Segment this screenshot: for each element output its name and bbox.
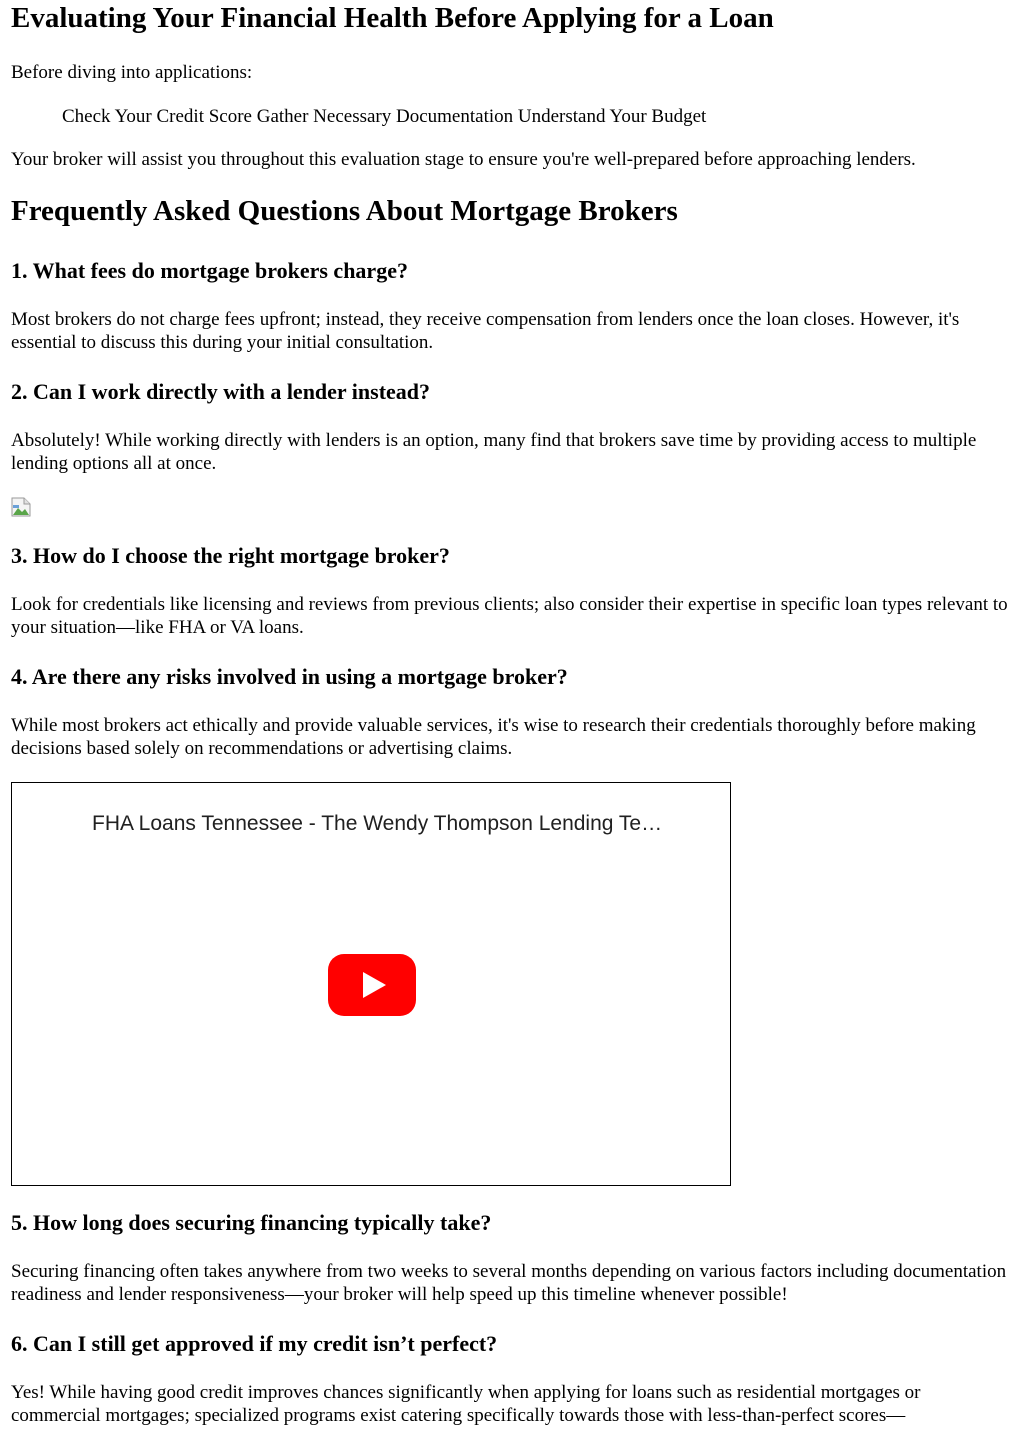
faq-heading: Frequently Asked Questions About Mortgage Brokers bbox=[11, 195, 678, 227]
faq-answer-1: Most brokers do not charge fees upfront; instead, they receive compensation from lenders once the loan closes. However, it's essential to discuss this during your initial consultation. bbox=[11, 309, 960, 353]
faq-answer-2: Absolutely! While working directly with lenders is an option, many find that brokers save time by providing access to multiple lending options all at once. bbox=[11, 430, 977, 474]
youtube-play-icon[interactable] bbox=[328, 954, 416, 1016]
broken-image-icon bbox=[11, 497, 31, 517]
video-embed[interactable] bbox=[11, 782, 731, 1186]
page-title: Evaluating Your Financial Health Before Applying for a Loan bbox=[11, 2, 774, 34]
faq-question-3: 3. How do I choose the right mortgage broker? bbox=[11, 543, 450, 568]
article bbox=[0, 1, 1024, 1427]
faq-question-1: 1. What fees do mortgage brokers charge? bbox=[11, 258, 408, 283]
faq-answer-3: Look for credentials like licensing and reviews from previous clients; also consider their expertise in specific loan types relevant to your situation—like FHA or VA loans. bbox=[11, 594, 1008, 638]
faq-answer-5: Securing financing often takes anywhere from two weeks to several months depending on various factors including documentation readiness and lender responsiveness—your broker will help speed up this timeline whenever possible! bbox=[11, 1261, 1007, 1305]
faq-question-2: 2. Can I work directly with a lender instead? bbox=[11, 379, 431, 404]
faq-question-4: 4. Are there any risks involved in using a mortgage broker? bbox=[11, 664, 568, 689]
evaluation-summary: Your broker will assist you throughout this evaluation stage to ensure you're well-prepared before approaching lenders. bbox=[11, 149, 916, 170]
video-title[interactable]: FHA Loans Tennessee - The Wendy Thompson Lending Te… bbox=[92, 812, 663, 835]
checklist-items: Check Your Credit Score Gather Necessary Documentation Understand Your Budget bbox=[62, 106, 707, 127]
faq-answer-4: While most brokers act ethically and provide valuable services, it's wise to research their credentials thoroughly before making decisions based solely on recommendations or advertising claims. bbox=[11, 715, 976, 759]
faq-answer-6: Yes! While having good credit improves chances significantly when applying for loans such as residential mortgages or commercial mortgages; specialized programs exist catering specifically towards those with less-than-perfect scores— bbox=[11, 1382, 921, 1426]
intro-paragraph: Before diving into applications: bbox=[11, 62, 253, 83]
faq-question-5: 5. How long does securing financing typically take? bbox=[11, 1210, 492, 1235]
faq-question-6: 6. Can I still get approved if my credit isn’t perfect? bbox=[11, 1331, 498, 1356]
